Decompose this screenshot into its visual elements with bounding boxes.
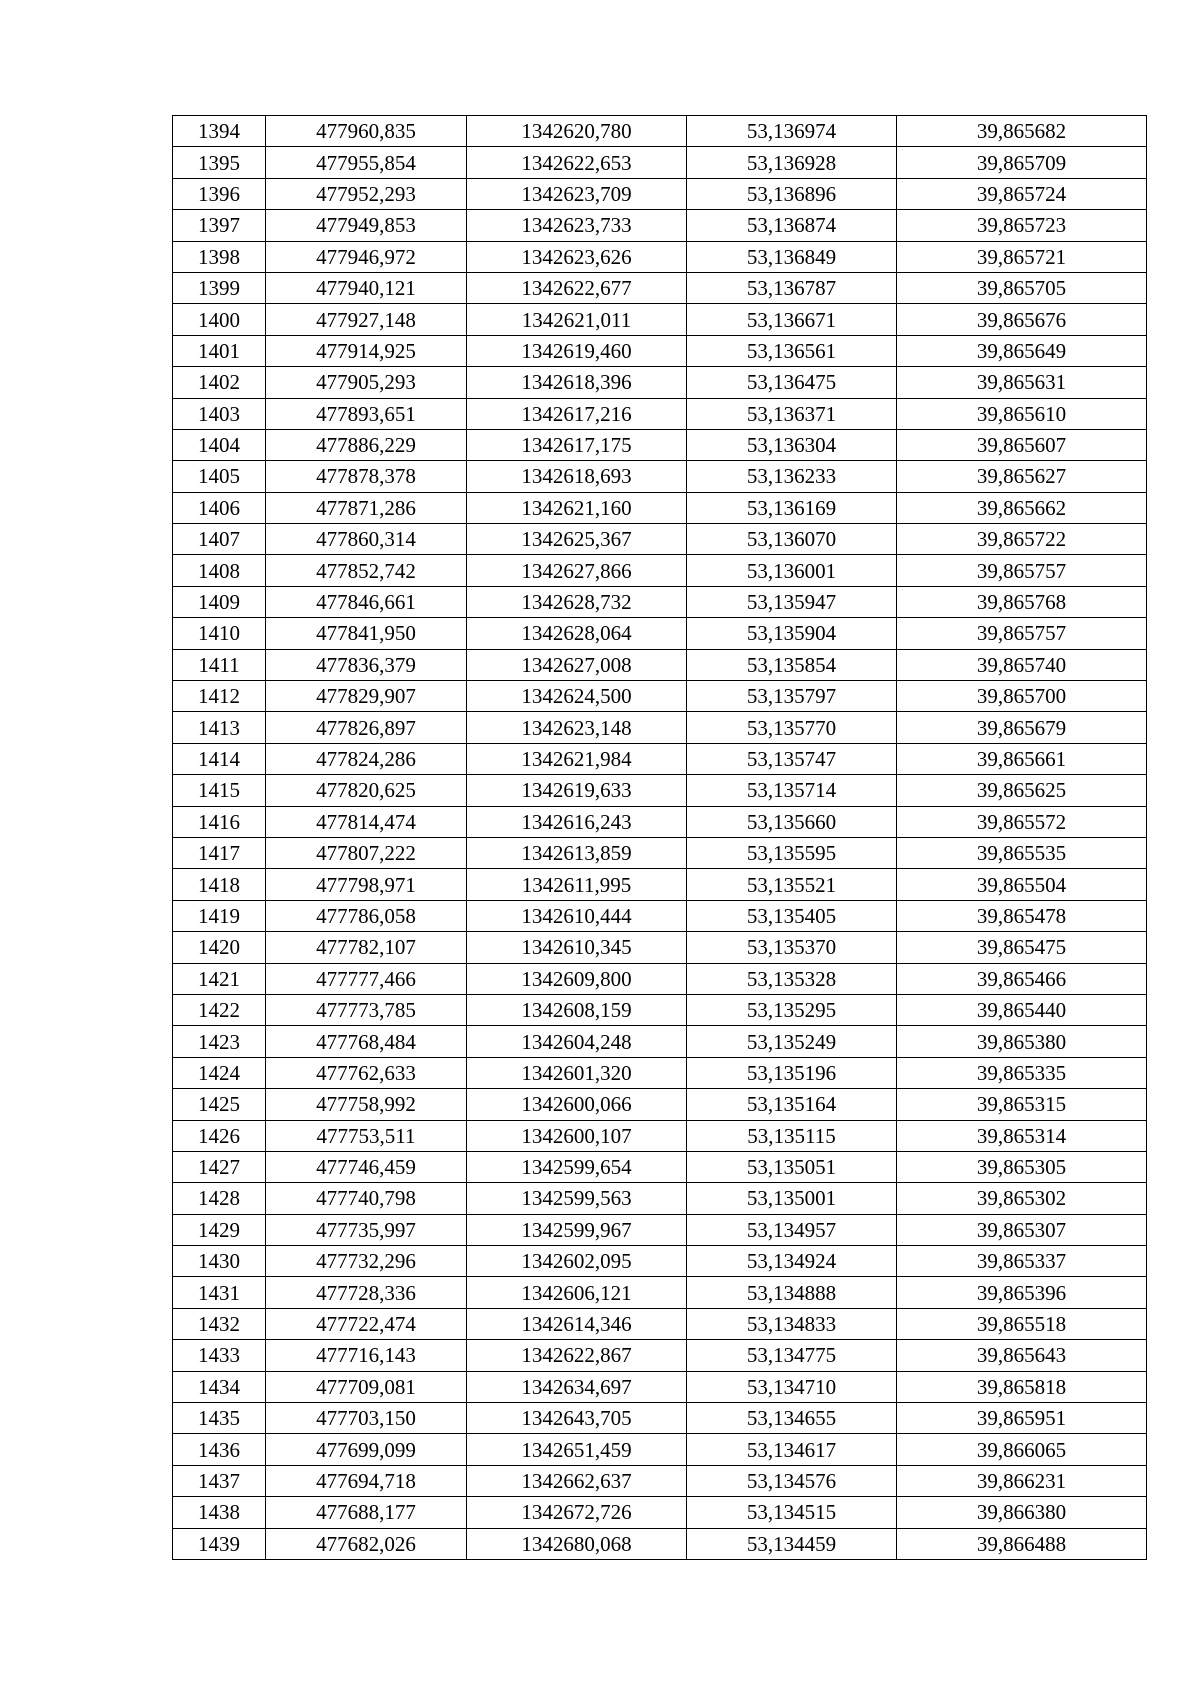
longitude-cell: 39,866065	[897, 1434, 1147, 1465]
point-number-cell: 1436	[173, 1434, 266, 1465]
x-coordinate-cell: 477878,378	[266, 461, 467, 492]
point-number-cell: 1417	[173, 837, 266, 868]
point-number-cell: 1397	[173, 210, 266, 241]
table-row	[173, 743, 1147, 774]
y-coordinate-cell: 1342618,693	[467, 461, 687, 492]
table-row	[173, 429, 1147, 460]
x-coordinate-cell: 477860,314	[266, 524, 467, 555]
x-coordinate-cell: 477952,293	[266, 178, 467, 209]
x-coordinate-cell: 477905,293	[266, 367, 467, 398]
latitude-cell: 53,135370	[687, 932, 897, 963]
x-coordinate-cell: 477753,511	[266, 1120, 467, 1151]
latitude-cell: 53,135904	[687, 618, 897, 649]
table-row	[173, 806, 1147, 837]
point-number-cell: 1396	[173, 178, 266, 209]
point-number-cell: 1398	[173, 241, 266, 272]
table-row	[173, 1089, 1147, 1120]
longitude-cell: 39,865631	[897, 367, 1147, 398]
y-coordinate-cell: 1342617,216	[467, 398, 687, 429]
x-coordinate-cell: 477960,835	[266, 116, 467, 147]
x-coordinate-cell: 477762,633	[266, 1057, 467, 1088]
table-row	[173, 681, 1147, 712]
latitude-cell: 53,134833	[687, 1308, 897, 1339]
latitude-cell: 53,136169	[687, 492, 897, 523]
point-number-cell: 1420	[173, 932, 266, 963]
point-number-cell: 1429	[173, 1214, 266, 1245]
point-number-cell: 1410	[173, 618, 266, 649]
longitude-cell: 39,865818	[897, 1371, 1147, 1402]
point-number-cell: 1399	[173, 272, 266, 303]
table-row	[173, 210, 1147, 241]
table-row	[173, 1434, 1147, 1465]
longitude-cell: 39,865700	[897, 681, 1147, 712]
point-number-cell: 1412	[173, 681, 266, 712]
y-coordinate-cell: 1342601,320	[467, 1057, 687, 1088]
table-row	[173, 461, 1147, 492]
latitude-cell: 53,134617	[687, 1434, 897, 1465]
longitude-cell: 39,865724	[897, 178, 1147, 209]
table-row	[173, 1151, 1147, 1182]
x-coordinate-cell: 477914,925	[266, 335, 467, 366]
longitude-cell: 39,865518	[897, 1308, 1147, 1339]
x-coordinate-cell: 477682,026	[266, 1528, 467, 1559]
latitude-cell: 53,136671	[687, 304, 897, 335]
latitude-cell: 53,135295	[687, 994, 897, 1025]
latitude-cell: 53,135115	[687, 1120, 897, 1151]
table-row	[173, 178, 1147, 209]
point-number-cell: 1400	[173, 304, 266, 335]
table-row	[173, 994, 1147, 1025]
x-coordinate-cell: 477893,651	[266, 398, 467, 429]
x-coordinate-cell: 477732,296	[266, 1246, 467, 1277]
x-coordinate-cell: 477773,785	[266, 994, 467, 1025]
latitude-cell: 53,135854	[687, 649, 897, 680]
table-row	[173, 1528, 1147, 1559]
longitude-cell: 39,865307	[897, 1214, 1147, 1245]
latitude-cell: 53,135595	[687, 837, 897, 868]
table-row	[173, 869, 1147, 900]
x-coordinate-cell: 477927,148	[266, 304, 467, 335]
table-row	[173, 1340, 1147, 1371]
latitude-cell: 53,135947	[687, 586, 897, 617]
longitude-cell: 39,865466	[897, 963, 1147, 994]
longitude-cell: 39,865676	[897, 304, 1147, 335]
latitude-cell: 53,135001	[687, 1183, 897, 1214]
table-row	[173, 304, 1147, 335]
point-number-cell: 1401	[173, 335, 266, 366]
latitude-cell: 53,136974	[687, 116, 897, 147]
point-number-cell: 1418	[173, 869, 266, 900]
x-coordinate-cell: 477946,972	[266, 241, 467, 272]
latitude-cell: 53,135196	[687, 1057, 897, 1088]
point-number-cell: 1433	[173, 1340, 266, 1371]
y-coordinate-cell: 1342627,866	[467, 555, 687, 586]
x-coordinate-cell: 477871,286	[266, 492, 467, 523]
point-number-cell: 1432	[173, 1308, 266, 1339]
latitude-cell: 53,136233	[687, 461, 897, 492]
longitude-cell: 39,865722	[897, 524, 1147, 555]
y-coordinate-cell: 1342680,068	[467, 1528, 687, 1559]
x-coordinate-cell: 477699,099	[266, 1434, 467, 1465]
longitude-cell: 39,865504	[897, 869, 1147, 900]
longitude-cell: 39,865721	[897, 241, 1147, 272]
y-coordinate-cell: 1342623,626	[467, 241, 687, 272]
table-row	[173, 241, 1147, 272]
point-number-cell: 1434	[173, 1371, 266, 1402]
point-number-cell: 1415	[173, 775, 266, 806]
y-coordinate-cell: 1342599,563	[467, 1183, 687, 1214]
y-coordinate-cell: 1342621,984	[467, 743, 687, 774]
point-number-cell: 1422	[173, 994, 266, 1025]
table-row	[173, 1057, 1147, 1088]
x-coordinate-cell: 477777,466	[266, 963, 467, 994]
point-number-cell: 1430	[173, 1246, 266, 1277]
point-number-cell: 1405	[173, 461, 266, 492]
y-coordinate-cell: 1342624,500	[467, 681, 687, 712]
longitude-cell: 39,865768	[897, 586, 1147, 617]
latitude-cell: 53,135521	[687, 869, 897, 900]
point-number-cell: 1407	[173, 524, 266, 555]
latitude-cell: 53,136787	[687, 272, 897, 303]
table-row	[173, 1277, 1147, 1308]
point-number-cell: 1395	[173, 147, 266, 178]
table-row	[173, 1214, 1147, 1245]
point-number-cell: 1409	[173, 586, 266, 617]
point-number-cell: 1426	[173, 1120, 266, 1151]
y-coordinate-cell: 1342609,800	[467, 963, 687, 994]
x-coordinate-cell: 477814,474	[266, 806, 467, 837]
point-number-cell: 1404	[173, 429, 266, 460]
x-coordinate-cell: 477758,992	[266, 1089, 467, 1120]
table-row	[173, 1403, 1147, 1434]
y-coordinate-cell: 1342623,733	[467, 210, 687, 241]
table-row	[173, 837, 1147, 868]
x-coordinate-cell: 477694,718	[266, 1465, 467, 1496]
point-number-cell: 1394	[173, 116, 266, 147]
longitude-cell: 39,865757	[897, 555, 1147, 586]
x-coordinate-cell: 477940,121	[266, 272, 467, 303]
table-row	[173, 649, 1147, 680]
x-coordinate-cell: 477722,474	[266, 1308, 467, 1339]
longitude-cell: 39,866488	[897, 1528, 1147, 1559]
point-number-cell: 1431	[173, 1277, 266, 1308]
y-coordinate-cell: 1342634,697	[467, 1371, 687, 1402]
point-number-cell: 1427	[173, 1151, 266, 1182]
y-coordinate-cell: 1342628,732	[467, 586, 687, 617]
point-number-cell: 1423	[173, 1026, 266, 1057]
latitude-cell: 53,134888	[687, 1277, 897, 1308]
table-row	[173, 272, 1147, 303]
y-coordinate-cell: 1342617,175	[467, 429, 687, 460]
y-coordinate-cell: 1342622,677	[467, 272, 687, 303]
table-row	[173, 335, 1147, 366]
latitude-cell: 53,136070	[687, 524, 897, 555]
x-coordinate-cell: 477826,897	[266, 712, 467, 743]
x-coordinate-cell: 477728,336	[266, 1277, 467, 1308]
point-number-cell: 1402	[173, 367, 266, 398]
coordinates-table-body	[173, 116, 1147, 1560]
latitude-cell: 53,135405	[687, 900, 897, 931]
point-number-cell: 1411	[173, 649, 266, 680]
latitude-cell: 53,134459	[687, 1528, 897, 1559]
point-number-cell: 1435	[173, 1403, 266, 1434]
x-coordinate-cell: 477703,150	[266, 1403, 467, 1434]
y-coordinate-cell: 1342602,095	[467, 1246, 687, 1277]
point-number-cell: 1414	[173, 743, 266, 774]
longitude-cell: 39,865440	[897, 994, 1147, 1025]
latitude-cell: 53,135164	[687, 1089, 897, 1120]
longitude-cell: 39,865682	[897, 116, 1147, 147]
latitude-cell: 53,136896	[687, 178, 897, 209]
point-number-cell: 1437	[173, 1465, 266, 1496]
point-number-cell: 1413	[173, 712, 266, 743]
latitude-cell: 53,135797	[687, 681, 897, 712]
y-coordinate-cell: 1342618,396	[467, 367, 687, 398]
latitude-cell: 53,134775	[687, 1340, 897, 1371]
table-row	[173, 1371, 1147, 1402]
longitude-cell: 39,865627	[897, 461, 1147, 492]
point-number-cell: 1403	[173, 398, 266, 429]
y-coordinate-cell: 1342606,121	[467, 1277, 687, 1308]
latitude-cell: 53,136928	[687, 147, 897, 178]
latitude-cell: 53,135770	[687, 712, 897, 743]
x-coordinate-cell: 477852,742	[266, 555, 467, 586]
longitude-cell: 39,865314	[897, 1120, 1147, 1151]
latitude-cell: 53,136874	[687, 210, 897, 241]
longitude-cell: 39,865475	[897, 932, 1147, 963]
y-coordinate-cell: 1342622,653	[467, 147, 687, 178]
latitude-cell: 53,136304	[687, 429, 897, 460]
y-coordinate-cell: 1342643,705	[467, 1403, 687, 1434]
y-coordinate-cell: 1342620,780	[467, 116, 687, 147]
latitude-cell: 53,134515	[687, 1497, 897, 1528]
y-coordinate-cell: 1342627,008	[467, 649, 687, 680]
longitude-cell: 39,865643	[897, 1340, 1147, 1371]
x-coordinate-cell: 477746,459	[266, 1151, 467, 1182]
x-coordinate-cell: 477955,854	[266, 147, 467, 178]
point-number-cell: 1424	[173, 1057, 266, 1088]
longitude-cell: 39,865335	[897, 1057, 1147, 1088]
point-number-cell: 1438	[173, 1497, 266, 1528]
x-coordinate-cell: 477841,950	[266, 618, 467, 649]
latitude-cell: 53,135747	[687, 743, 897, 774]
x-coordinate-cell: 477846,661	[266, 586, 467, 617]
x-coordinate-cell: 477768,484	[266, 1026, 467, 1057]
latitude-cell: 53,135051	[687, 1151, 897, 1182]
longitude-cell: 39,865396	[897, 1277, 1147, 1308]
latitude-cell: 53,136561	[687, 335, 897, 366]
x-coordinate-cell: 477824,286	[266, 743, 467, 774]
x-coordinate-cell: 477688,177	[266, 1497, 467, 1528]
latitude-cell: 53,135714	[687, 775, 897, 806]
x-coordinate-cell: 477829,907	[266, 681, 467, 712]
longitude-cell: 39,865679	[897, 712, 1147, 743]
latitude-cell: 53,135660	[687, 806, 897, 837]
table-row	[173, 398, 1147, 429]
table-row	[173, 586, 1147, 617]
point-number-cell: 1419	[173, 900, 266, 931]
longitude-cell: 39,866231	[897, 1465, 1147, 1496]
y-coordinate-cell: 1342662,637	[467, 1465, 687, 1496]
table-row	[173, 1183, 1147, 1214]
y-coordinate-cell: 1342616,243	[467, 806, 687, 837]
table-row	[173, 367, 1147, 398]
y-coordinate-cell: 1342614,346	[467, 1308, 687, 1339]
table-row	[173, 1308, 1147, 1339]
longitude-cell: 39,865610	[897, 398, 1147, 429]
x-coordinate-cell: 477836,379	[266, 649, 467, 680]
table-row	[173, 147, 1147, 178]
x-coordinate-cell: 477709,081	[266, 1371, 467, 1402]
longitude-cell: 39,865757	[897, 618, 1147, 649]
coordinates-table	[172, 115, 1147, 1560]
point-number-cell: 1416	[173, 806, 266, 837]
longitude-cell: 39,865662	[897, 492, 1147, 523]
x-coordinate-cell: 477820,625	[266, 775, 467, 806]
longitude-cell: 39,865661	[897, 743, 1147, 774]
y-coordinate-cell: 1342613,859	[467, 837, 687, 868]
point-number-cell: 1406	[173, 492, 266, 523]
table-row	[173, 775, 1147, 806]
x-coordinate-cell: 477786,058	[266, 900, 467, 931]
longitude-cell: 39,865535	[897, 837, 1147, 868]
y-coordinate-cell: 1342610,345	[467, 932, 687, 963]
point-number-cell: 1439	[173, 1528, 266, 1559]
table-row	[173, 900, 1147, 931]
longitude-cell: 39,865740	[897, 649, 1147, 680]
y-coordinate-cell: 1342623,709	[467, 178, 687, 209]
table-row	[173, 555, 1147, 586]
table-row	[173, 1026, 1147, 1057]
y-coordinate-cell: 1342672,726	[467, 1497, 687, 1528]
y-coordinate-cell: 1342628,064	[467, 618, 687, 649]
y-coordinate-cell: 1342611,995	[467, 869, 687, 900]
table-row	[173, 116, 1147, 147]
table-row	[173, 1465, 1147, 1496]
y-coordinate-cell: 1342623,148	[467, 712, 687, 743]
x-coordinate-cell: 477716,143	[266, 1340, 467, 1371]
table-row	[173, 1497, 1147, 1528]
point-number-cell: 1428	[173, 1183, 266, 1214]
y-coordinate-cell: 1342651,459	[467, 1434, 687, 1465]
table-row	[173, 963, 1147, 994]
latitude-cell: 53,136371	[687, 398, 897, 429]
table-row	[173, 1120, 1147, 1151]
y-coordinate-cell: 1342622,867	[467, 1340, 687, 1371]
x-coordinate-cell: 477886,229	[266, 429, 467, 460]
longitude-cell: 39,865625	[897, 775, 1147, 806]
table-row	[173, 1246, 1147, 1277]
longitude-cell: 39,865723	[897, 210, 1147, 241]
y-coordinate-cell: 1342619,633	[467, 775, 687, 806]
table-row	[173, 712, 1147, 743]
latitude-cell: 53,134576	[687, 1465, 897, 1496]
point-number-cell: 1425	[173, 1089, 266, 1120]
y-coordinate-cell: 1342610,444	[467, 900, 687, 931]
x-coordinate-cell: 477782,107	[266, 932, 467, 963]
x-coordinate-cell: 477807,222	[266, 837, 467, 868]
longitude-cell: 39,865302	[897, 1183, 1147, 1214]
x-coordinate-cell: 477735,997	[266, 1214, 467, 1245]
y-coordinate-cell: 1342599,654	[467, 1151, 687, 1182]
latitude-cell: 53,134924	[687, 1246, 897, 1277]
y-coordinate-cell: 1342619,460	[467, 335, 687, 366]
y-coordinate-cell: 1342599,967	[467, 1214, 687, 1245]
latitude-cell: 53,134957	[687, 1214, 897, 1245]
longitude-cell: 39,865572	[897, 806, 1147, 837]
longitude-cell: 39,865305	[897, 1151, 1147, 1182]
latitude-cell: 53,134710	[687, 1371, 897, 1402]
longitude-cell: 39,865380	[897, 1026, 1147, 1057]
longitude-cell: 39,865607	[897, 429, 1147, 460]
table-row	[173, 618, 1147, 649]
longitude-cell: 39,865705	[897, 272, 1147, 303]
y-coordinate-cell: 1342608,159	[467, 994, 687, 1025]
point-number-cell: 1421	[173, 963, 266, 994]
y-coordinate-cell: 1342621,011	[467, 304, 687, 335]
longitude-cell: 39,865337	[897, 1246, 1147, 1277]
latitude-cell: 53,136849	[687, 241, 897, 272]
longitude-cell: 39,865478	[897, 900, 1147, 931]
latitude-cell: 53,134655	[687, 1403, 897, 1434]
latitude-cell: 53,135328	[687, 963, 897, 994]
longitude-cell: 39,865649	[897, 335, 1147, 366]
x-coordinate-cell: 477798,971	[266, 869, 467, 900]
y-coordinate-cell: 1342621,160	[467, 492, 687, 523]
table-row	[173, 492, 1147, 523]
x-coordinate-cell: 477949,853	[266, 210, 467, 241]
latitude-cell: 53,135249	[687, 1026, 897, 1057]
latitude-cell: 53,136001	[687, 555, 897, 586]
table-row	[173, 932, 1147, 963]
longitude-cell: 39,865951	[897, 1403, 1147, 1434]
longitude-cell: 39,866380	[897, 1497, 1147, 1528]
y-coordinate-cell: 1342600,066	[467, 1089, 687, 1120]
y-coordinate-cell: 1342604,248	[467, 1026, 687, 1057]
longitude-cell: 39,865709	[897, 147, 1147, 178]
x-coordinate-cell: 477740,798	[266, 1183, 467, 1214]
latitude-cell: 53,136475	[687, 367, 897, 398]
y-coordinate-cell: 1342600,107	[467, 1120, 687, 1151]
point-number-cell: 1408	[173, 555, 266, 586]
longitude-cell: 39,865315	[897, 1089, 1147, 1120]
y-coordinate-cell: 1342625,367	[467, 524, 687, 555]
table-row	[173, 524, 1147, 555]
